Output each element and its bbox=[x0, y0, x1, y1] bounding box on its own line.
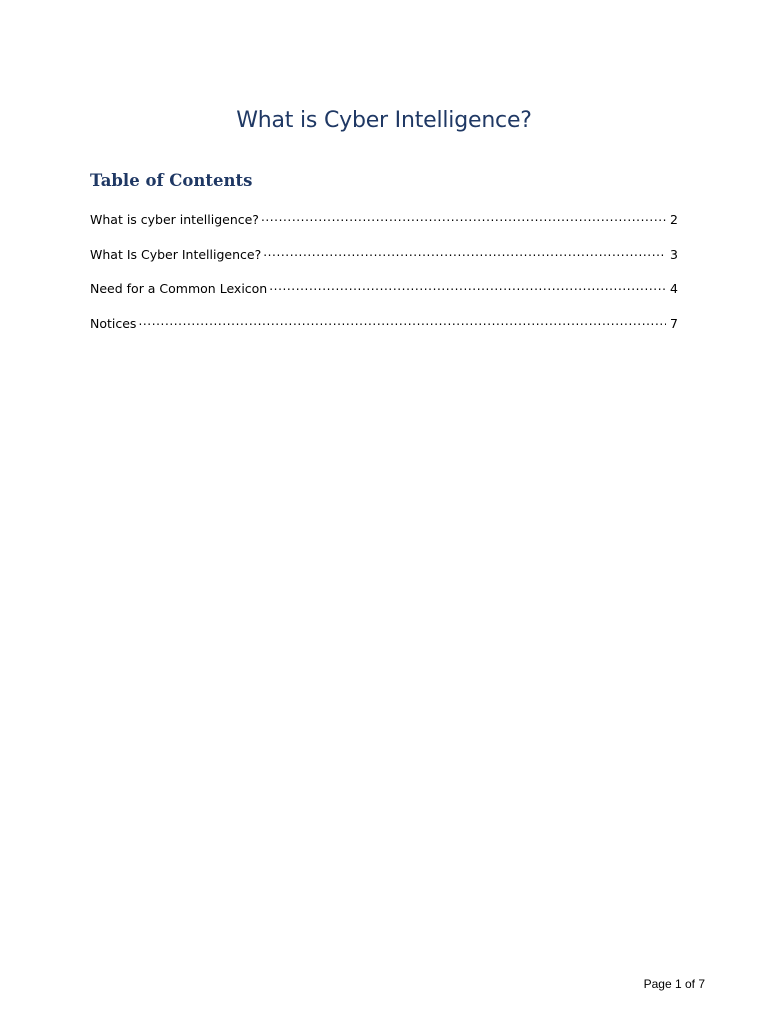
toc-entry-page[interactable]: 7 bbox=[670, 315, 678, 331]
page-number-footer: Page 1 of 7 bbox=[643, 977, 705, 991]
toc-dot-leader bbox=[263, 245, 666, 259]
toc-entry-text[interactable]: What is cyber intelligence? bbox=[90, 212, 259, 227]
toc-entry-page[interactable]: 2 bbox=[670, 212, 678, 227]
toc-heading: Table of Contents bbox=[90, 171, 253, 190]
toc-entry-page[interactable]: 3 bbox=[670, 246, 678, 262]
toc-dot-leader bbox=[138, 314, 666, 328]
toc-entry-page[interactable]: 4 bbox=[670, 281, 678, 296]
document-title: What is Cyber Intelligence? bbox=[236, 108, 532, 133]
toc-entry-text[interactable]: What Is Cyber Intelligence? bbox=[90, 246, 262, 262]
toc-entry[interactable] bbox=[90, 210, 678, 230]
toc-dot-leader bbox=[261, 210, 666, 224]
toc-entry[interactable] bbox=[90, 279, 678, 299]
toc-entry-text[interactable]: Notices bbox=[90, 315, 137, 331]
toc-dot-leader bbox=[269, 279, 666, 293]
toc-entry-text[interactable]: Need for a Common Lexicon bbox=[90, 281, 268, 296]
toc-entry[interactable] bbox=[90, 245, 678, 265]
table-of-contents bbox=[90, 210, 678, 348]
toc-entry[interactable] bbox=[90, 314, 678, 334]
